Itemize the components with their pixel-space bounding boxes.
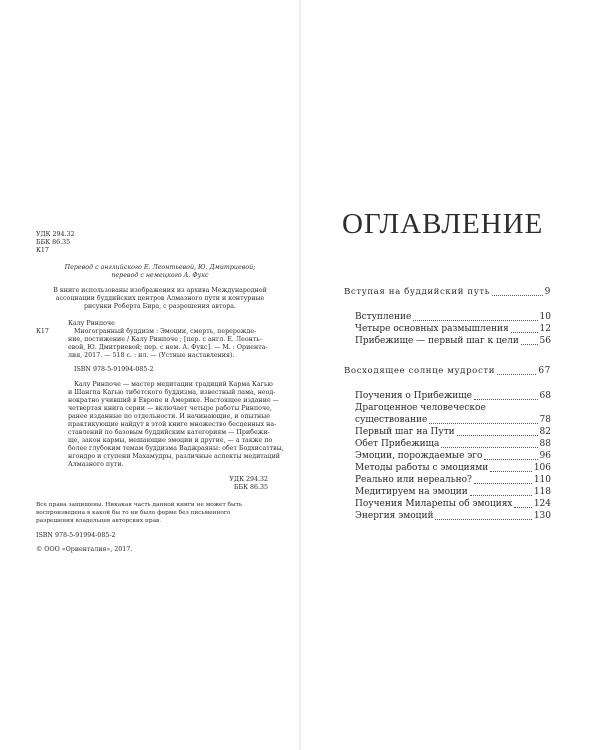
toc-title: ОГЛАВЛЕНИЕ	[342, 208, 544, 240]
toc-entry-title: Обет Прибежища	[355, 439, 440, 449]
toc-entry	[355, 403, 551, 414]
author-heading: Калу Ринпоче	[68, 320, 115, 327]
toc-entry	[355, 427, 551, 438]
toc-entry	[355, 391, 551, 402]
toc-entry-title: Первый шаг на Пути	[355, 427, 455, 437]
toc-entry-title: Медитируем на эмоции	[355, 487, 468, 497]
illustration-note-1: В книге использованы изображения из архива Международной	[53, 287, 267, 294]
toc-entry-title: Эмоции, порождаемые эго	[355, 451, 483, 461]
toc-entry-page: 9	[544, 287, 551, 297]
toc-entry-title: Прибежище — первый шаг к цели	[355, 336, 519, 346]
toc-entry-title: существование	[355, 415, 428, 425]
rights-line-3: разрешения владельцев авторских прав.	[36, 518, 162, 524]
annotation-line-5: ранее изданные по отдельности. И начинающие, и опытные	[68, 413, 270, 420]
code-mid: К17	[36, 328, 49, 335]
toc-entry-page: 82	[539, 427, 551, 437]
toc-entry-page: 110	[533, 475, 551, 485]
toc-entry	[355, 475, 551, 486]
book-spine	[299, 0, 301, 750]
bbk-top: ББК 86.35	[36, 239, 71, 246]
toc-entry-page: 78	[539, 415, 551, 425]
toc-entry	[355, 451, 551, 462]
toc-entry-page: 106	[533, 463, 551, 473]
toc-entry-page: 118	[533, 487, 551, 497]
rights-line-1: Все права защищены. Никакая часть данной книги не может быть	[36, 502, 243, 508]
toc-entry-title: Поучения о Прибежище	[355, 391, 472, 401]
toc-entry-title: Реально или нереально?	[355, 475, 472, 485]
illustration-note-2: ассоциации буддийских центров Алмазного пути и контурные	[55, 295, 265, 302]
toc-entry-title: Поучения Миларепы об эмоциях	[355, 499, 513, 509]
toc-entry	[355, 463, 551, 474]
biblio-line-4: лия, 2017. — 518 с. : ил. — (Устные наставления).	[68, 352, 235, 359]
biblio-line-3: евой, Ю. Дмитриевой; пер. с нем. А. Фукс]. — М. : Ориента-	[68, 344, 268, 351]
toc-entry-title: Вступая на буддийский путь	[344, 287, 490, 297]
toc-entry-page: 88	[539, 439, 551, 449]
toc-entry	[355, 312, 551, 323]
toc-entry-title: Энергия эмоций	[355, 511, 434, 521]
toc-entry	[355, 415, 551, 426]
toc-section	[344, 366, 551, 377]
toc-entry-page: 67	[538, 366, 551, 376]
toc-entry-title: Вступление	[355, 312, 412, 322]
annotation-line-9: более глубоким темам буддизма Ваджраяны: обет Бодхисаттвы,	[68, 445, 284, 452]
rights-line-2: воспроизведена в какой бы то ни было форме без письменного	[36, 510, 231, 516]
annotation-line-4: четвертая книга серии — включает четыре работы Ринпоче,	[68, 405, 272, 412]
toc-entry-page: 12	[539, 324, 551, 334]
illustration-note-3: рисунки Роберта Бира, с разрешения автора.	[83, 303, 237, 310]
annotation-line-7: ставлений по базовым буддийским категориям — Прибежи-	[68, 429, 270, 436]
toc-entry-page: 124	[533, 499, 551, 509]
udk-bottom: УДК 294.32	[229, 476, 268, 483]
udk-top: УДК 294.32	[36, 231, 75, 238]
isbn-bottom: ISBN 978-5-91994-085-2	[36, 532, 116, 539]
annotation-line-3: нократно учивший в Европе и Америке. Настоящее издание —	[68, 397, 279, 404]
toc-entry-page: 130	[533, 511, 551, 521]
toc-entry	[355, 336, 551, 347]
annotation-line-1: Калу Ринпоче — мастер медитации традиций Карма Кагью	[74, 381, 273, 388]
toc-entry-page: 10	[539, 312, 551, 322]
toc-entry	[355, 439, 551, 450]
translation-note-2: перевод с немецкого А. Фукс	[111, 272, 209, 279]
toc-entry-title: Четыре основных размышления	[355, 324, 509, 334]
toc-entry	[355, 487, 551, 498]
code-top: К17	[36, 247, 49, 254]
toc-section	[344, 287, 551, 298]
bbk-bottom: ББК 86.35	[233, 484, 268, 491]
biblio-line-2: ние, постижение / Калу Ринпоче ; [пер. с англ. Е. Леонть-	[68, 336, 262, 343]
toc-entry-title: Методы работы с эмоциями	[355, 463, 489, 473]
toc-entry-page: 56	[539, 336, 551, 346]
annotation-line-10: нгондро и ступени Махамудры, различные аспекты медитаций	[68, 453, 280, 460]
copyright: © ООО «Ориенталия», 2017.	[36, 546, 133, 553]
toc-entry-page: 96	[539, 451, 551, 461]
toc-entry-page: 68	[539, 391, 551, 401]
toc-entry	[355, 499, 551, 510]
toc-entry	[355, 324, 551, 335]
biblio-line-1: Многогранный буддизм : Эмоции, смерть, перерожде-	[74, 328, 257, 335]
translation-note-1: Перевод с английского Е. Леонтьевой, Ю. Дмитриевой;	[64, 264, 256, 271]
annotation-line-6: практикующие найдут в этой книге множество бесценных на-	[68, 421, 277, 428]
annotation-line-2: и Шангпа Кагью тибетского буддизма, известный лама, неод-	[68, 389, 276, 396]
toc-entry	[355, 511, 551, 522]
annotation-line-8: ще, закон кармы, мешающие эмоции и другие, — а также по	[68, 437, 273, 444]
annotation-line-11: Алмазного пути.	[68, 461, 124, 468]
toc-entry-title: Драгоценное человеческое	[355, 403, 486, 413]
toc-entry-title: Восходящее солнце мудрости	[344, 366, 496, 376]
isbn-mid: ISBN 978-5-91994-085-2	[74, 366, 154, 373]
